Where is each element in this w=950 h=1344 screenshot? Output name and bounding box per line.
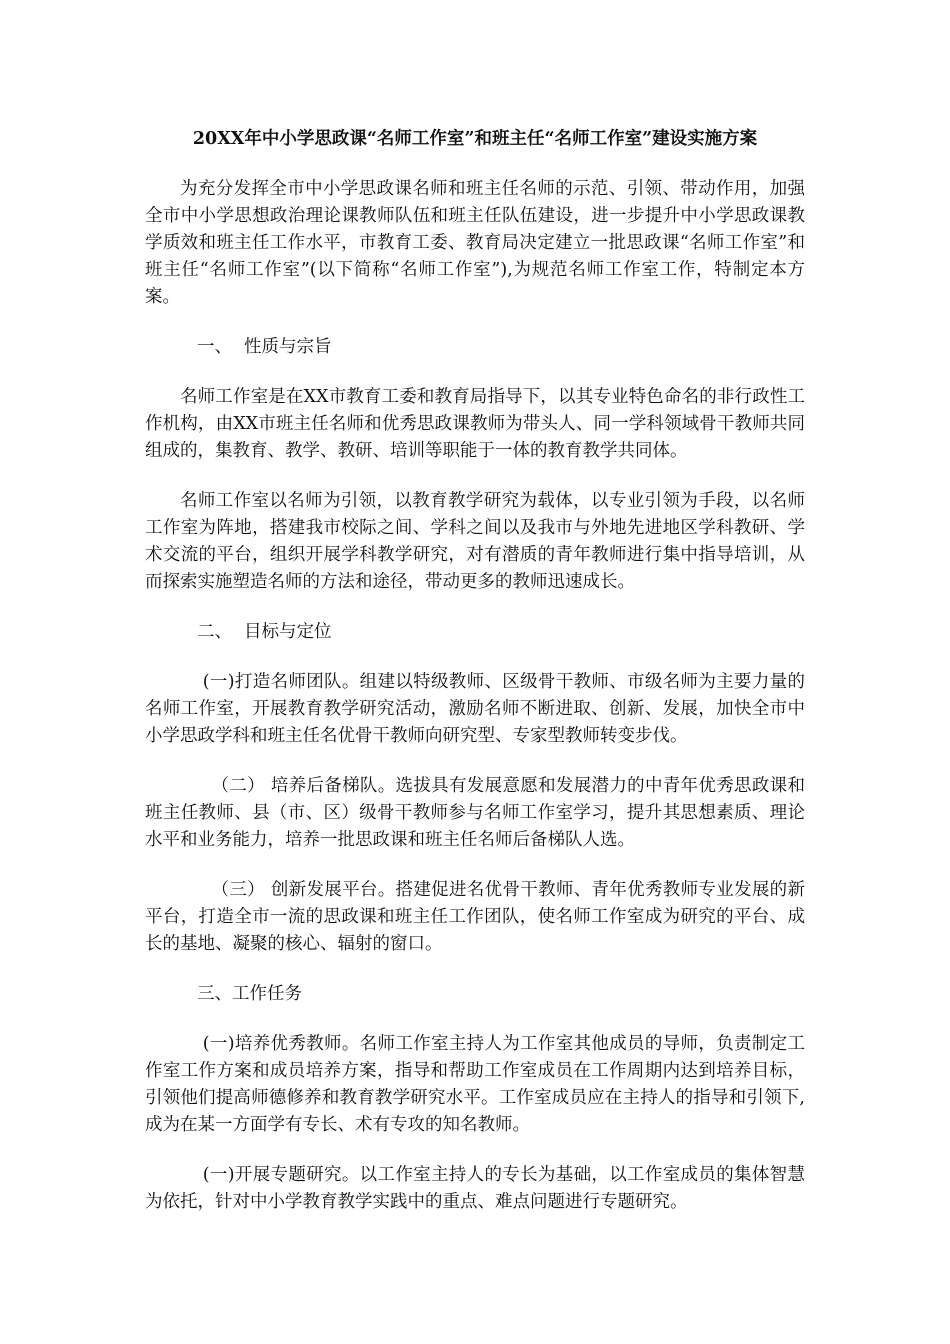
document-title: 20XX年中小学思政课“名师工作室”和班主任“名师工作室”建设实施方案 xyxy=(192,129,758,149)
section-2-paragraph-2: （二） 培养后备梯队。选拔具有发展意愿和发展潜力的中青年优秀思政课和班主任教师、县（市、区）级骨干教师参与名师工作室学习，提升其思想素质、理论水平和业务能力，培养一批思政课和班主任名师后备梯队人选。 xyxy=(145,776,805,850)
section-1-paragraph-1: 名师工作室是在XX市教育工委和教育局指导下，以其专业特色命名的非行政性工作机构，由XX市班主任名师和优秀思政课教师为带头人、同一学科领域骨干教师共同组成的，集教育、教学、教研、培训等职能于一体的教育教学共同体。 xyxy=(145,387,805,461)
section-1-paragraph-2: 名师工作室以名师为引领，以教育教学研究为载体，以专业引领为手段，以名师工作室为阵地，搭建我市校际之间、学科之间以及我市与外地先进地区学科教研、学术交流的平台，组织开展学科教学研究，对有潜质的青年教师进行集中指导培训，从而探索实施塑造名师的方法和途径，带动更多的教师迅速成长。 xyxy=(145,491,805,592)
section-heading-2 xyxy=(145,619,805,646)
intro-paragraph: 为充分发挥全市中小学思政课名师和班主任名师的示范、引领、带动作用，加强全市中小学思想政治理论课教师队伍和班主任队伍建设，进一步提升中小学思政课教学质效和班主任工作水平，市教育工委、教育局决定建立一批思政课“名师工作室”和班主任“名师工作室”(以下简称“名师工作室”),为规范名师工作室工作，特制定本方案。 xyxy=(145,179,805,307)
section-number: 三、 xyxy=(197,984,232,1004)
section-heading-3 xyxy=(145,981,805,1008)
section-title: 工作任务 xyxy=(232,984,302,1004)
section-3-paragraph-1: (一)培养优秀教师。名师工作室主持人为工作室其他成员的导师，负责制定工作室工作方案和成员培养方案，指导和帮助工作室成员在工作周期内达到培养目标，引领他们提高师德修养和教育教学研究水平。工作室成员应在主持人的指导和引领下,成为在某一方面学有专长、术有专攻的知名教师。 xyxy=(145,1034,805,1135)
section-number: 二、 xyxy=(197,622,232,642)
document-body xyxy=(145,176,805,1239)
section-number: 一、 xyxy=(197,337,232,357)
section-3-paragraph-2: (一)开展专题研究。以工作室主持人的专长为基础，以工作室成员的集体智慧为依托，针对中小学教育教学实践中的重点、难点问题进行专题研究。 xyxy=(145,1165,805,1212)
section-title: 目标与定位 xyxy=(244,622,332,642)
section-2-paragraph-1: (一)打造名师团队。组建以特级教师、区级骨干教师、市级名师为主要力量的名师工作室，开展教育教学研究活动，激励名师不断进取、创新、发展，加快全市中小学思政学科和班主任名优骨干教师向研究型、专家型教师转变步伐。 xyxy=(145,672,805,746)
section-2-paragraph-3: （三） 创新发展平台。搭建促进名优骨干教师、青年优秀教师专业发展的新平台，打造全市一流的思政课和班主任工作团队，使名师工作室成为研究的平台、成长的基地、凝聚的核心、辐射的窗口。 xyxy=(145,880,805,954)
section-heading-1 xyxy=(145,334,805,361)
section-title: 性质与宗旨 xyxy=(244,337,332,357)
